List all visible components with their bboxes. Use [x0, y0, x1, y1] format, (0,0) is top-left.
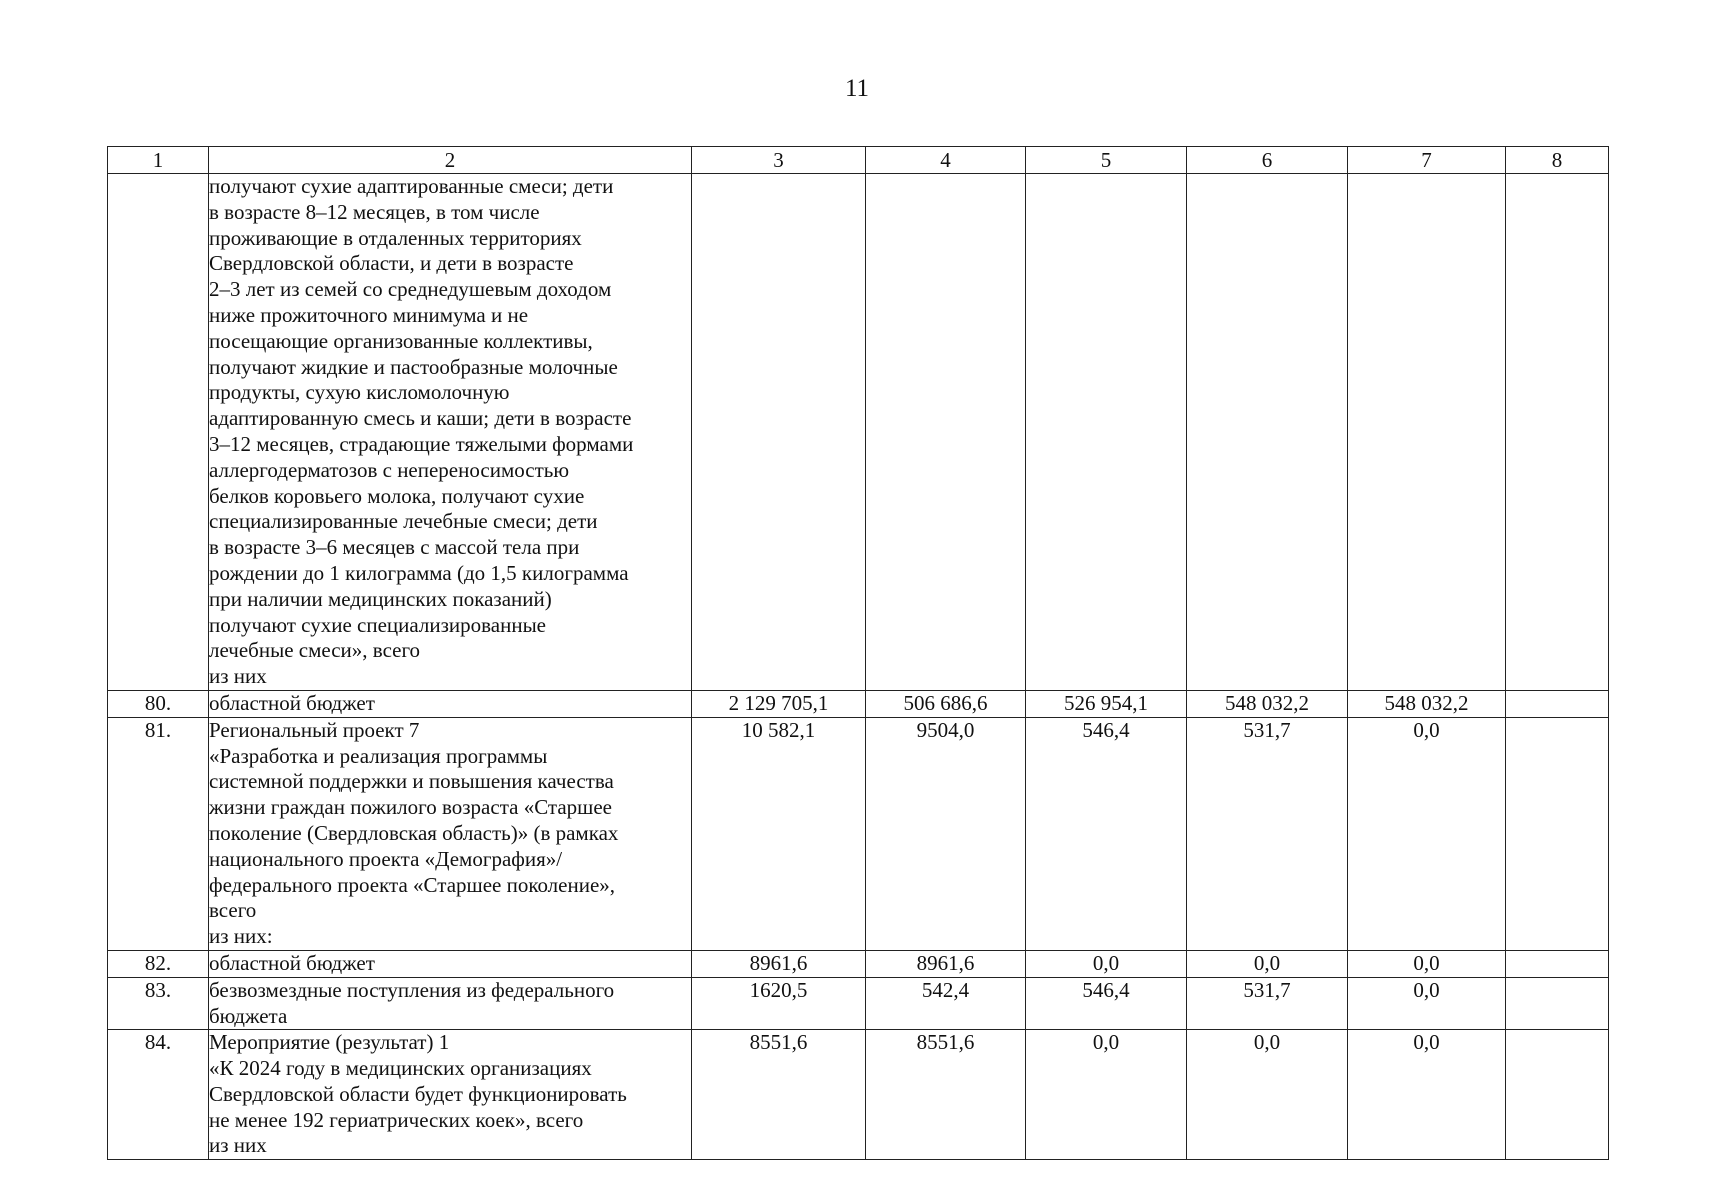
value-cell: 0,0 [1026, 950, 1187, 977]
column-header: 7 [1348, 147, 1506, 174]
value-cell: 0,0 [1348, 1030, 1506, 1160]
value-cell: 526 954,1 [1026, 690, 1187, 717]
value-cell: 542,4 [866, 977, 1026, 1030]
row-description: Региональный проект 7 «Разработка и реализация программы системной поддержки и повышения качества жизни граждан пожилого возраста «Старшее поколение (Свердловская область)» (в рамках национального проекта «Демография»/ федерального проекта «Старшее поколение», всего из них: [209, 717, 692, 950]
table-row [108, 690, 1609, 717]
column-header: 8 [1506, 147, 1609, 174]
table-row [108, 977, 1609, 1030]
value-cell: 0,0 [1187, 1030, 1348, 1160]
table-row [108, 717, 1609, 950]
column-header: 5 [1026, 147, 1187, 174]
column-header: 6 [1187, 147, 1348, 174]
row-number: 82. [108, 950, 209, 977]
column-header: 2 [209, 147, 692, 174]
value-cell: 0,0 [1348, 950, 1506, 977]
value-cell: 548 032,2 [1187, 690, 1348, 717]
row-description: областной бюджет [209, 950, 692, 977]
budget-table [107, 146, 1609, 1160]
value-cell: 0,0 [1348, 977, 1506, 1030]
column-header: 1 [108, 147, 209, 174]
row-description: областной бюджет [209, 690, 692, 717]
value-cell [1026, 174, 1187, 691]
value-cell: 546,4 [1026, 977, 1187, 1030]
row-number: 83. [108, 977, 209, 1030]
value-cell [1506, 717, 1609, 950]
value-cell: 8551,6 [692, 1030, 866, 1160]
page-number: 11 [844, 75, 870, 102]
row-description: безвозмездные поступления из федерального бюджета [209, 977, 692, 1030]
row-number: 81. [108, 717, 209, 950]
value-cell: 8961,6 [866, 950, 1026, 977]
value-cell [1187, 174, 1348, 691]
value-cell: 0,0 [1348, 717, 1506, 950]
value-cell: 8961,6 [692, 950, 866, 977]
value-cell: 8551,6 [866, 1030, 1026, 1160]
table-row [108, 950, 1609, 977]
value-cell: 1620,5 [692, 977, 866, 1030]
row-number: 80. [108, 690, 209, 717]
column-header-row [108, 147, 1609, 174]
value-cell: 531,7 [1187, 717, 1348, 950]
row-number [108, 174, 209, 691]
value-cell: 531,7 [1187, 977, 1348, 1030]
value-cell: 548 032,2 [1348, 690, 1506, 717]
column-header: 3 [692, 147, 866, 174]
value-cell [1348, 174, 1506, 691]
value-cell: 0,0 [1187, 950, 1348, 977]
column-header: 4 [866, 147, 1026, 174]
row-number: 84. [108, 1030, 209, 1160]
value-cell [1506, 950, 1609, 977]
value-cell [866, 174, 1026, 691]
row-description: получают сухие адаптированные смеси; дети в возрасте 8–12 месяцев, в том числе проживающие в отдаленных территориях Свердловской области, и дети в возрасте 2–3 лет из семей со среднедушевым доходом ниже прожиточного минимума и не посещающие организованные коллективы, получают жидкие и пастообразные молочные продукты, сухую кисломолочную адаптированную смесь и каши; дети в возрасте 3–12 месяцев, страдающие тяжелыми формами аллергодерматозов с непереносимостью белков коровьего молока, получают сухие специализированные лечебные смеси; дети в возрасте 3–6 месяцев с массой тела при рождении до 1 килограмма (до 1,5 килограмма при наличии медицинских показаний) получают сухие специализированные лечебные смеси», всего из них [209, 174, 692, 691]
value-cell: 506 686,6 [866, 690, 1026, 717]
table-row [108, 174, 1609, 691]
row-description: Мероприятие (результат) 1 «К 2024 году в медицинских организациях Свердловской области будет функционировать не менее 192 гериатрических коек», всего из них [209, 1030, 692, 1160]
value-cell [692, 174, 866, 691]
value-cell: 0,0 [1026, 1030, 1187, 1160]
table-row [108, 1030, 1609, 1160]
value-cell [1506, 174, 1609, 691]
value-cell [1506, 977, 1609, 1030]
value-cell: 10 582,1 [692, 717, 866, 950]
value-cell: 9504,0 [866, 717, 1026, 950]
value-cell [1506, 1030, 1609, 1160]
value-cell [1506, 690, 1609, 717]
value-cell: 2 129 705,1 [692, 690, 866, 717]
value-cell: 546,4 [1026, 717, 1187, 950]
